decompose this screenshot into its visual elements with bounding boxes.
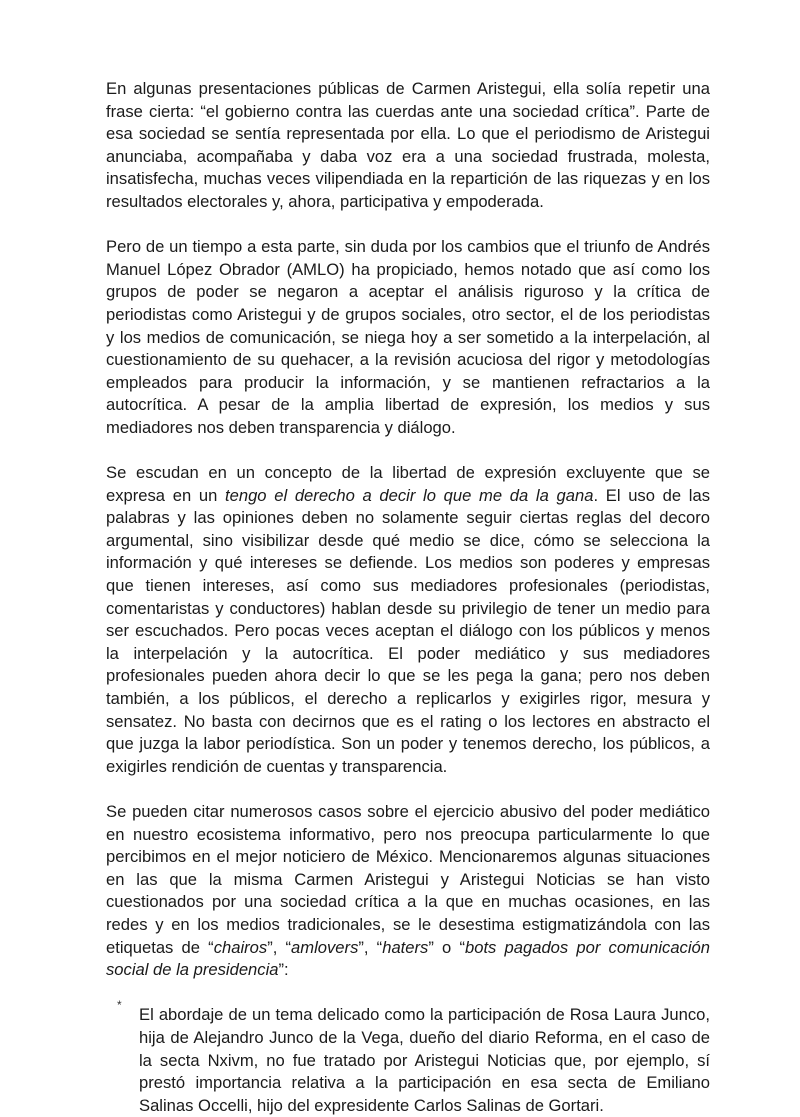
- asterisk-bullet-icon: *: [117, 998, 122, 1013]
- paragraph-1: En algunas presentaciones públicas de Carmen Aristegui, ella solía repetir una frase cierta: “el gobierno contra las cuerdas ante una sociedad crítica”. Parte de esa sociedad se sentía representada por ella. Lo que el periodismo de Aristegui anunciaba, acompañaba y daba voz era a una sociedad frustrada, molesta, insatisfecha, muchas veces vilipendiada en la repartición de las riquezas y en los resultados electorales y, ahora, participativa y empoderada.: [106, 79, 710, 211]
- paragraph-3-italic-phrase: tengo el derecho a decir lo que me da la gana: [225, 485, 594, 505]
- quote-end: ”:: [278, 960, 289, 980]
- bullet-item: [117, 998, 710, 1117]
- label-amlovers: amlovers: [291, 937, 359, 957]
- paragraph-4-text-a: Se pueden citar numerosos casos sobre el ejercicio abusivo del poder mediático en nuestro ecosistema informativo, pero nos preocupa particularmente lo que percibimos en el mejor noticiero de México. Mencionaremos algunas situaciones en las que la misma Carmen Aristegui y Aristegui Noticias se han visto cuestionados por una sociedad crítica a la que en muchas ocasiones, en las redes y en los medios tradicionales, se le desestima estigmatizándola con las etiquetas de: [106, 802, 710, 957]
- paragraph-3: [106, 462, 710, 778]
- paragraph-3-text-b: . El uso de las palabras y las opiniones deben no solamente seguir ciertas reglas del decoro argumental, sino visibilizar desde qué medio se dice, cómo se selecciona la información y qué intereses se defiende. Los medios son poderes y empresas que tienen intereses, así como sus mediadores profesionales (periodistas, comentaristas y conductores) hablan desde su privilegio de tener un medio para ser escuchados. Pero pocas veces aceptan el diálogo con los públicos y menos la interpelación y la autocrítica. El poder mediático y sus mediadores profesionales pueden ahora decir lo que se les pega la gana; pero nos deben también, a los públicos, el derecho a replicarlos y exigirles rigor, mesura y sensatez. No basta con decirnos que es el rating o los lectores en abstracto el que juzga la labor periodística. Son un poder y tenemos derecho, los públicos, a exigirles rendición de cuentas y transparencia.: [106, 485, 710, 776]
- label-bots-pagados: bots pagados por comunicación social de la presidencia: [106, 937, 710, 980]
- quote-mark: ” o “: [428, 937, 465, 957]
- label-haters: haters: [382, 937, 429, 957]
- paragraph-3-text-a: Se escudan en un concepto de la libertad de expresión excluyente que se expresa en un: [106, 463, 710, 505]
- quote-mark: ”, “: [267, 937, 292, 957]
- quote-mark: “: [208, 937, 214, 957]
- document-page: [106, 78, 710, 1117]
- paragraph-2: Pero de un tiempo a esta parte, sin duda por los cambios que el triunfo de Andrés Manuel López Obrador (AMLO) ha propiciado, hemos notado que así como los grupos de poder se negaron a aceptar el análisis riguroso y la crítica de periodistas como Aristegui y de grupos sociales, otro sector, el de los periodistas y los medios de comunicación, se niega hoy a ser sometido a la interpelación, al cuestionamiento de su quehacer, a la revisión acuciosa del rigor y metodologías empleados para producir la información, y se mantienen refractarios a la autocrítica. A pesar de la amplia libertad de expresión, los medios y sus mediadores nos deben transparencia y diálogo.: [106, 237, 710, 437]
- quote-mark: ”, “: [358, 937, 383, 957]
- label-chairos: chairos: [213, 937, 268, 957]
- bullet-text: El abordaje de un tema delicado como la participación de Rosa Laura Junco, hija de Alejandro Junco de la Vega, dueño del diario Reforma, en el caso de la secta Nxivm, no fue tratado por Aristegui Noticias que, por ejemplo, sí prestó importancia relativa a la participación en esa secta de Emiliano Salinas Occelli, hijo del expresidente Carlos Salinas de Gortari.: [139, 1005, 710, 1115]
- paragraph-4: [106, 801, 710, 982]
